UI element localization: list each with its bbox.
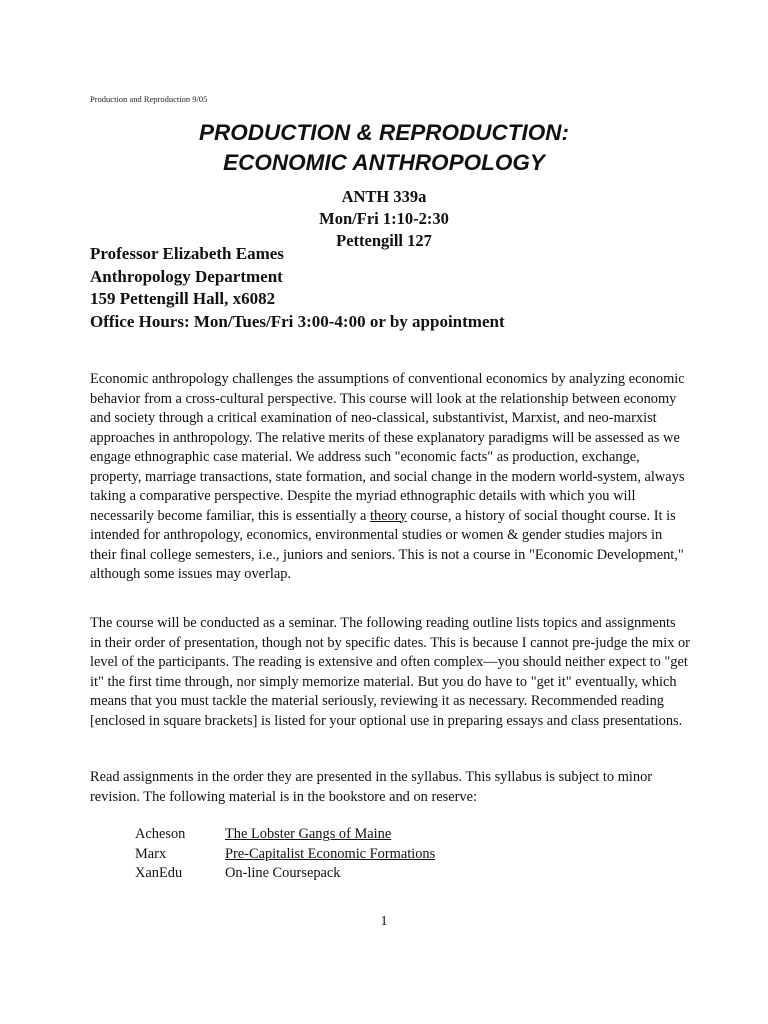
- book-list: [135, 825, 435, 884]
- theory-emphasis: theory: [369, 507, 407, 524]
- book-author: Acheson: [135, 826, 186, 842]
- professor-office: 159 Pettengill Hall, x6082: [90, 289, 276, 308]
- title-line-2: ECONOMIC ANTHROPOLOGY: [223, 150, 545, 175]
- course-description-paragraph: [90, 370, 690, 585]
- professor-info: [90, 243, 505, 333]
- document-title: [0, 118, 768, 178]
- book-title: On-line Coursepack: [225, 865, 341, 881]
- book-item: [135, 864, 435, 884]
- course-code: ANTH 339a: [341, 187, 427, 206]
- paragraph1-text-end: course, a history of social thought course. It is intended for anthropology, economics, environmental studies or women & gender studies majors in their final college semesters, i.e., juniors and seniors. This is not a course in "Economic Development," although some issues may overlap.: [90, 507, 684, 582]
- reading-order-paragraph: [90, 768, 690, 807]
- professor-office-hours: Office Hours: Mon/Tues/Fri 3:00-4:00 or by appointment: [90, 311, 505, 331]
- course-room: Pettengill 127: [336, 231, 432, 250]
- paragraph1-text-start: Economic anthropology challenges the assumptions of conventional economics by analyzing economic behavior from a cross-cultural perspective. This course will look at the relationship between economy and society through a critical examination of neo-classical, substantivist, Marxist, and neo-marxist approaches in anthropology. The relative merits of these explanatory paradigms will be assessed as we engage ethnographic case material. We address such "economic facts" as production, exchange, property, marriage transactions, state formation, and social change in the modern world-system, always taking a comparative perspective. Despite the myriad ethnographic details with which you will necessarily become familiar, this is essentially a: [90, 371, 685, 524]
- page-number: 1: [380, 914, 388, 929]
- reading-order-text: Read assignments in the order they are presented in the syllabus. This syllabus is subject to minor revision. The following material is in the bookstore and on reserve:: [90, 769, 653, 805]
- title-line-1: PRODUCTION & REPRODUCTION:: [199, 120, 569, 145]
- seminar-paragraph-text: The course will be conducted as a seminar. The following reading outline lists topics and assignments in their order of presentation, though not by specific dates. This is because I cannot pre-judge the mix or level of the participants. The reading is extensive and often complex—you should neither expect to "get it" the first time through, nor simply memorize material. But you do have to "get it" eventually, which means that you must tackle the material seriously, reviewing it as necessary. Recommended reading [enclosed in square brackets] is listed for your optional use in preparing essays and class presentations.: [90, 615, 690, 729]
- book-item: [135, 845, 435, 865]
- book-author: XanEdu: [135, 865, 183, 881]
- professor-name: Professor Elizabeth Eames: [90, 244, 284, 263]
- seminar-paragraph: [90, 614, 690, 731]
- book-title: The Lobster Gangs of Maine: [225, 826, 392, 842]
- book-title: Pre-Capitalist Economic Formations: [225, 845, 436, 862]
- book-item: [135, 825, 435, 845]
- book-author: Marx: [135, 845, 167, 862]
- professor-department: Anthropology Department: [90, 266, 283, 286]
- course-schedule: Mon/Fri 1:10-2:30: [319, 209, 449, 228]
- header-note: Production and Reproduction 9/05: [90, 94, 208, 104]
